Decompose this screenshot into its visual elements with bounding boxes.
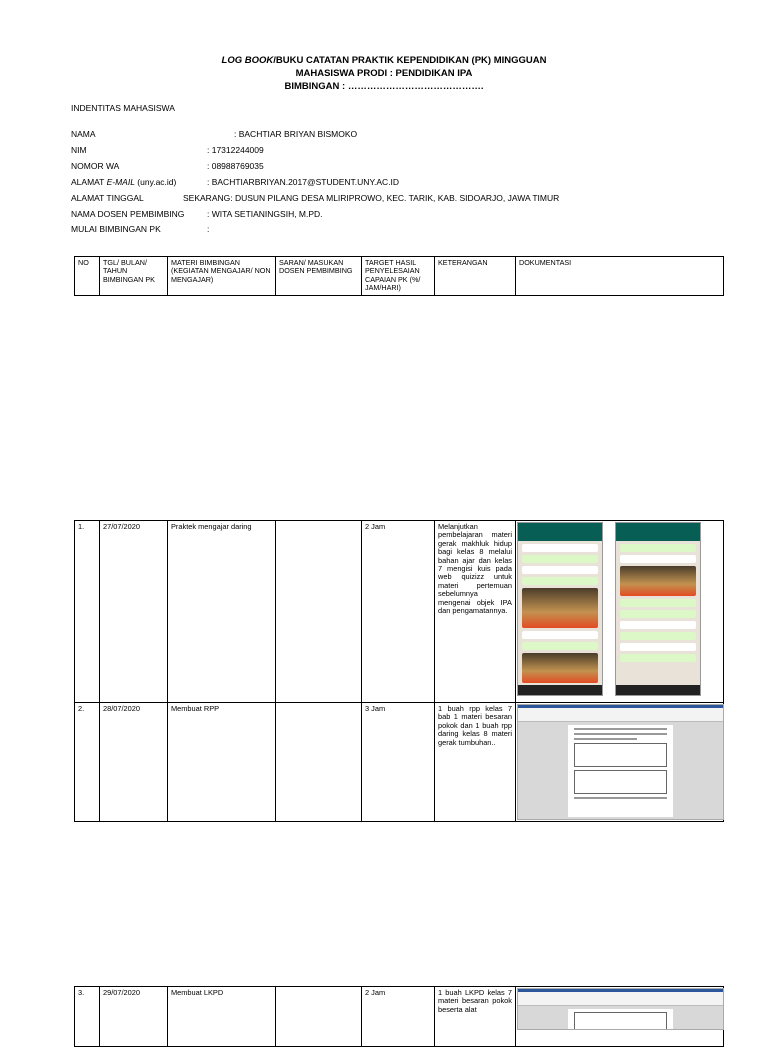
cell-target: 2 Jam — [362, 521, 435, 703]
identity-heading: INDENTITAS MAHASISWA — [71, 103, 175, 113]
field-nomor-wa — [71, 161, 264, 172]
document-title — [0, 54, 768, 93]
col-target: TARGET HASIL PENYELESAIAN CAPAIAN PK (%/ JAM/HARI) — [362, 257, 435, 296]
cell-saran — [276, 521, 362, 703]
field-email — [71, 177, 400, 188]
cell-saran — [276, 987, 362, 1047]
field-value: : BACHTIAR BRIYAN BISMOKO — [234, 129, 358, 139]
cell-dokumentasi — [516, 987, 724, 1047]
cell-dokumentasi — [516, 521, 724, 703]
cell-keterangan: Melanjutkan pembelajaran materi gerak makhluk hidup bagi kelas 8 melalui bahan ajar dan kelas 7 mengisi kuis pada web quizizz untuk materi pertemuan sebelumnya mengenai objek IPA dan pengamatannya. — [435, 521, 516, 703]
field-value: SEKARANG: DUSUN PILANG DESA MLIRIPROWO, KEC. TARIK, KAB. SIDOARJO, JAWA TIMUR — [183, 193, 560, 203]
col-keterangan: KETERANGAN — [435, 257, 516, 296]
col-tgl: TGL/ BULAN/ TAHUN BIMBINGAN PK — [100, 257, 168, 296]
cell-keterangan: 1 buah rpp kelas 7 bab 1 materi besaran pokok dan 1 buah rpp daring kelas 8 materi gerak tumbuhan.. — [435, 703, 516, 822]
cell-tgl: 28/07/2020 — [100, 703, 168, 822]
cell-tgl: 29/07/2020 — [100, 987, 168, 1047]
col-dokumentasi: DOKUMENTASI — [516, 257, 724, 296]
field-label-italic: E-MAIL — [106, 177, 135, 187]
title-line3: BIMBINGAN : ……………………………………. — [284, 81, 484, 92]
field-label: NIM — [71, 145, 87, 155]
col-materi: MATERI BIMBINGAN (KEGIATAN MENGAJAR/ NON MENGAJAR) — [168, 257, 276, 296]
field-mulai — [71, 224, 210, 235]
field-label: ALAMAT TINGGAL — [71, 193, 144, 203]
field-value: : 08988769035 — [207, 161, 264, 171]
col-saran: SARAN/ MASUKAN DOSEN PEMBIMBING — [276, 257, 362, 296]
title-line2: MAHASISWA PRODI : PENDIDIKAN IPA — [295, 68, 473, 79]
field-label: NOMOR WA — [71, 161, 120, 171]
col-no: NO — [75, 257, 100, 296]
field-value: : — [207, 224, 210, 234]
logbook-header-table — [74, 256, 724, 296]
cell-no: 3. — [75, 987, 100, 1047]
cell-keterangan: 1 buah LKPD kelas 7 materi besaran pokok beserta alat — [435, 987, 516, 1047]
cell-dokumentasi — [516, 703, 724, 822]
logbook-table — [74, 520, 724, 822]
field-nama — [71, 129, 358, 140]
table-row — [75, 521, 724, 703]
cell-materi: Membuat LKPD — [168, 987, 276, 1047]
word-document-image — [517, 704, 724, 820]
whatsapp-screenshot-image — [615, 522, 701, 696]
field-value: : BACHTIARBRIYAN.2017@STUDENT.UNY.AC.ID — [207, 177, 400, 187]
logbook-table-continued — [74, 986, 724, 1047]
cell-target: 3 Jam — [362, 703, 435, 822]
field-alamat — [71, 193, 560, 204]
field-label-suffix: (uny.ac.id) — [134, 177, 177, 187]
field-nim — [71, 145, 264, 156]
cell-tgl: 27/07/2020 — [100, 521, 168, 703]
table-row — [75, 987, 724, 1047]
cell-materi: Membuat RPP — [168, 703, 276, 822]
table-row — [75, 703, 724, 822]
field-dosen — [71, 209, 323, 220]
title-italic: LOG BOOK — [221, 55, 274, 66]
cell-no: 1. — [75, 521, 100, 703]
field-value: : WITA SETIANINGSIH, M.PD. — [207, 209, 323, 219]
cell-no: 2. — [75, 703, 100, 822]
field-label: ALAMAT — [71, 177, 107, 187]
cell-target: 2 Jam — [362, 987, 435, 1047]
title-line1: /BUKU CATATAN PRAKTIK KEPENDIDIKAN (PK) MINGGUAN — [273, 55, 547, 66]
whatsapp-screenshot-image — [517, 522, 603, 696]
field-label: MULAI BIMBINGAN PK — [71, 224, 161, 234]
field-label: NAMA — [71, 129, 96, 139]
cell-saran — [276, 703, 362, 822]
field-value: : 17312244009 — [207, 145, 264, 155]
cell-materi: Praktek mengajar daring — [168, 521, 276, 703]
field-label: NAMA DOSEN PEMBIMBING — [71, 209, 185, 219]
